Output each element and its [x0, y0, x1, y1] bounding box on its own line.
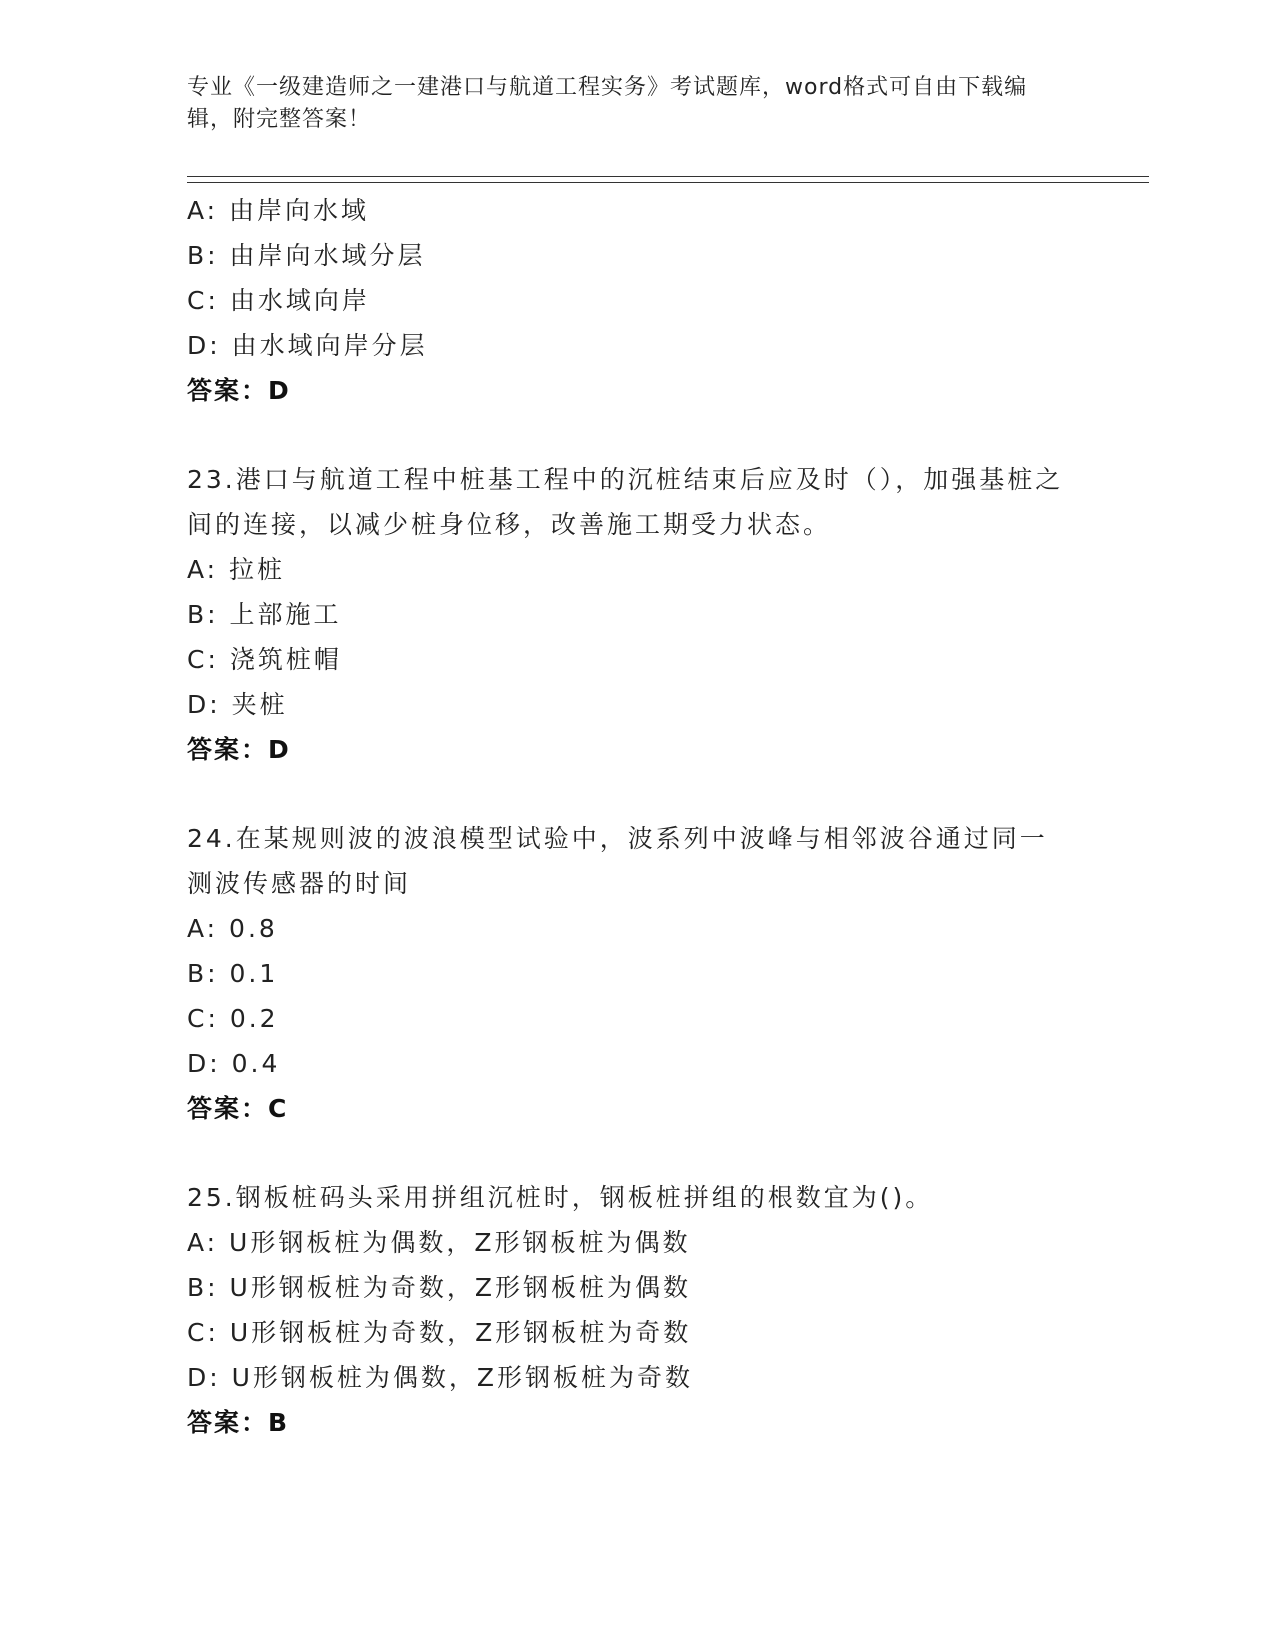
question-block — [187, 1175, 1147, 1445]
option-d: D: 夹桩 — [187, 690, 288, 719]
answer-text: 答案：B — [187, 1408, 290, 1437]
option-a: A: 拉桩 — [187, 555, 286, 584]
answer-text: 答案：C — [187, 1094, 289, 1123]
option-a: A: 0.8 — [187, 914, 278, 943]
question-block — [187, 188, 1147, 413]
question-text: 24.在某规则波的波浪模型试验中，波系列中波峰与相邻波谷通过同一测波传感器的时间 — [187, 824, 1048, 898]
option-b: B: 0.1 — [187, 959, 279, 988]
option-d: D: 由水域向岸分层 — [187, 331, 428, 360]
answer-text: 答案：D — [187, 735, 291, 764]
option-b: B: 上部施工 — [187, 600, 342, 629]
document-header: 专业《一级建造师之一建港口与航道工程实务》考试题库，word格式可自由下载编辑，附完整答案！ — [187, 75, 1028, 132]
option-c: C: 浇筑桩帽 — [187, 645, 342, 674]
option-c: C: 0.2 — [187, 1004, 279, 1033]
option-b: B: U形钢板桩为奇数，Z形钢板桩为偶数 — [187, 1273, 691, 1302]
question-block — [187, 457, 1147, 772]
option-a: A: U形钢板桩为偶数，Z形钢板桩为偶数 — [187, 1228, 691, 1257]
option-d: D: U形钢板桩为偶数，Z形钢板桩为奇数 — [187, 1363, 694, 1392]
answer-text: 答案：D — [187, 376, 291, 405]
question-list — [187, 188, 1147, 1445]
question-block — [187, 816, 1147, 1131]
header-double-rule — [187, 176, 1149, 183]
option-d: D: 0.4 — [187, 1049, 281, 1078]
option-b: B: 由岸向水域分层 — [187, 241, 426, 270]
question-text: 25.钢板桩码头采用拼组沉桩时，钢板桩拼组的根数宜为()。 — [187, 1183, 934, 1212]
option-a: A: 由岸向水域 — [187, 196, 370, 225]
question-text: 23.港口与航道工程中桩基工程中的沉桩结束后应及时（），加强基桩之间的连接，以减少桩身位移，改善施工期受力状态。 — [187, 465, 1064, 539]
option-c: C: U形钢板桩为奇数，Z形钢板桩为奇数 — [187, 1318, 692, 1347]
option-c: C: 由水域向岸 — [187, 286, 370, 315]
